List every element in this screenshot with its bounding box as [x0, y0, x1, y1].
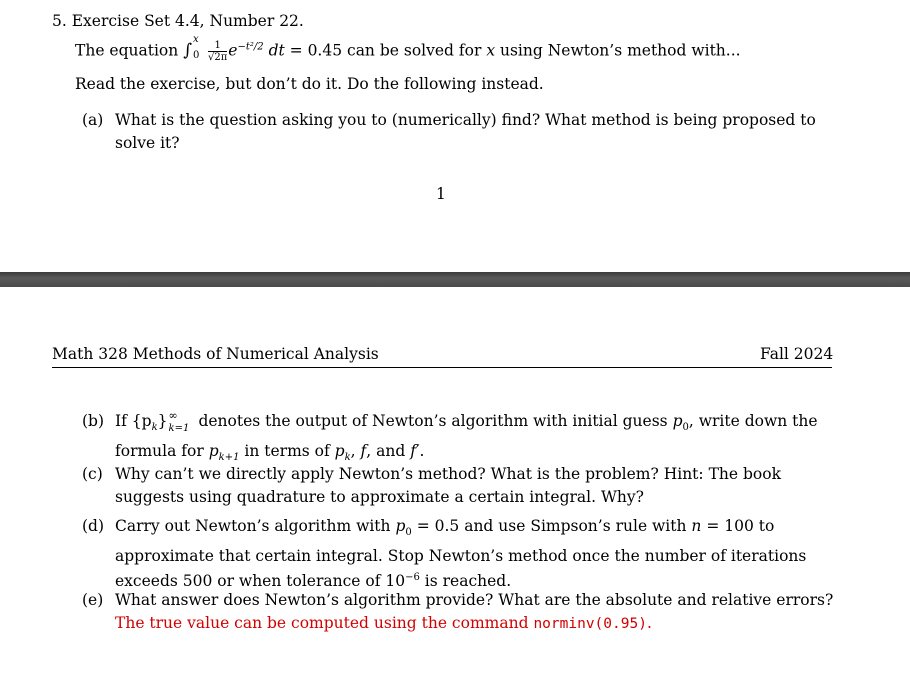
item-e-line1: What answer does Newton’s algorithm provide? What are the absolute and relative errors?: [115, 591, 834, 609]
item-a-line2: solve it?: [115, 133, 180, 152]
item-d-line1: Carry out Newton’s algorithm with $p_0 = 0.5$ and use Simpson’s rule with n = 100 to: [115, 517, 775, 539]
item-b-line1: If $\{p_k\}$ ∞ k=1 denotes the output of Newton’s algorithm with initial guess $p_0$, write down the: [115, 410, 818, 440]
exp-power: −t²/2: [237, 41, 264, 53]
item-b-sub: k=1: [168, 423, 190, 434]
item-c-line1: Why can’t we directly apply Newton’s method? What is the problem? Hint: The book: [115, 465, 781, 483]
equation-suffix: using Newton’s method with...: [500, 41, 741, 60]
integral-sign: ∫: [183, 40, 193, 61]
item-d-line3: exceeds 500 or when tolerance of $10^{-6}$ is reached.: [115, 572, 512, 591]
item-c-text: [115, 463, 781, 508]
page-top: [0, 0, 910, 272]
header-rule: [52, 367, 832, 368]
dt: dt: [268, 41, 285, 60]
exercise-title: Exercise Set 4.4, Number 22.: [71, 12, 304, 30]
integral-upper: x: [193, 33, 199, 45]
item-e-line2: The true value can be computed using the command norminv(0.95).: [115, 613, 652, 632]
equation-prefix: The equation: [75, 41, 179, 60]
item-d-line2: approximate that certain integral. Stop Newton’s method once the number of iterations: [115, 546, 807, 565]
item-b-line2: formula for $p_{k+1}$ in terms of $p_k$, f, and f′.: [115, 441, 425, 463]
fraction: [208, 40, 227, 63]
item-c-label: (c): [82, 465, 103, 483]
equals-value: = 0.45 can be solved for: [289, 41, 482, 60]
item-a-text: [115, 109, 816, 154]
fraction-numerator: 1: [208, 40, 227, 52]
page-bottom: [0, 287, 910, 676]
item-d-text: [115, 515, 806, 593]
equation-line: [75, 33, 741, 63]
item-b-sup: ∞: [168, 409, 178, 422]
page-separator: [0, 272, 910, 287]
page-number: 1: [436, 185, 446, 203]
exp-base: e: [228, 41, 238, 60]
instruction: Read the exercise, but don’t do it. Do the following instead.: [75, 75, 544, 93]
exercise-number: 5.: [52, 12, 67, 30]
item-e-text: [115, 589, 833, 635]
norminv-code: norminv(0.95): [533, 615, 647, 632]
header-left: Math 328 Methods of Numerical Analysis: [52, 345, 379, 363]
item-d-label: (d): [82, 517, 105, 535]
item-a-line1: What is the question asking you to (numerically) find? What method is being proposed to: [115, 111, 816, 129]
item-e-label: (e): [82, 591, 104, 609]
var-x: x: [486, 41, 496, 60]
item-b-label: (b): [82, 412, 105, 430]
item-b-text: [115, 410, 818, 469]
item-c-line2: suggests using quadrature to approximate a certain integral. Why?: [115, 487, 644, 506]
fraction-denominator: √2π: [207, 52, 228, 63]
integral-lower: 0: [193, 49, 200, 61]
header-right: Fall 2024: [760, 345, 834, 363]
exercise-heading: [52, 12, 304, 30]
item-a-label: (a): [82, 111, 104, 129]
